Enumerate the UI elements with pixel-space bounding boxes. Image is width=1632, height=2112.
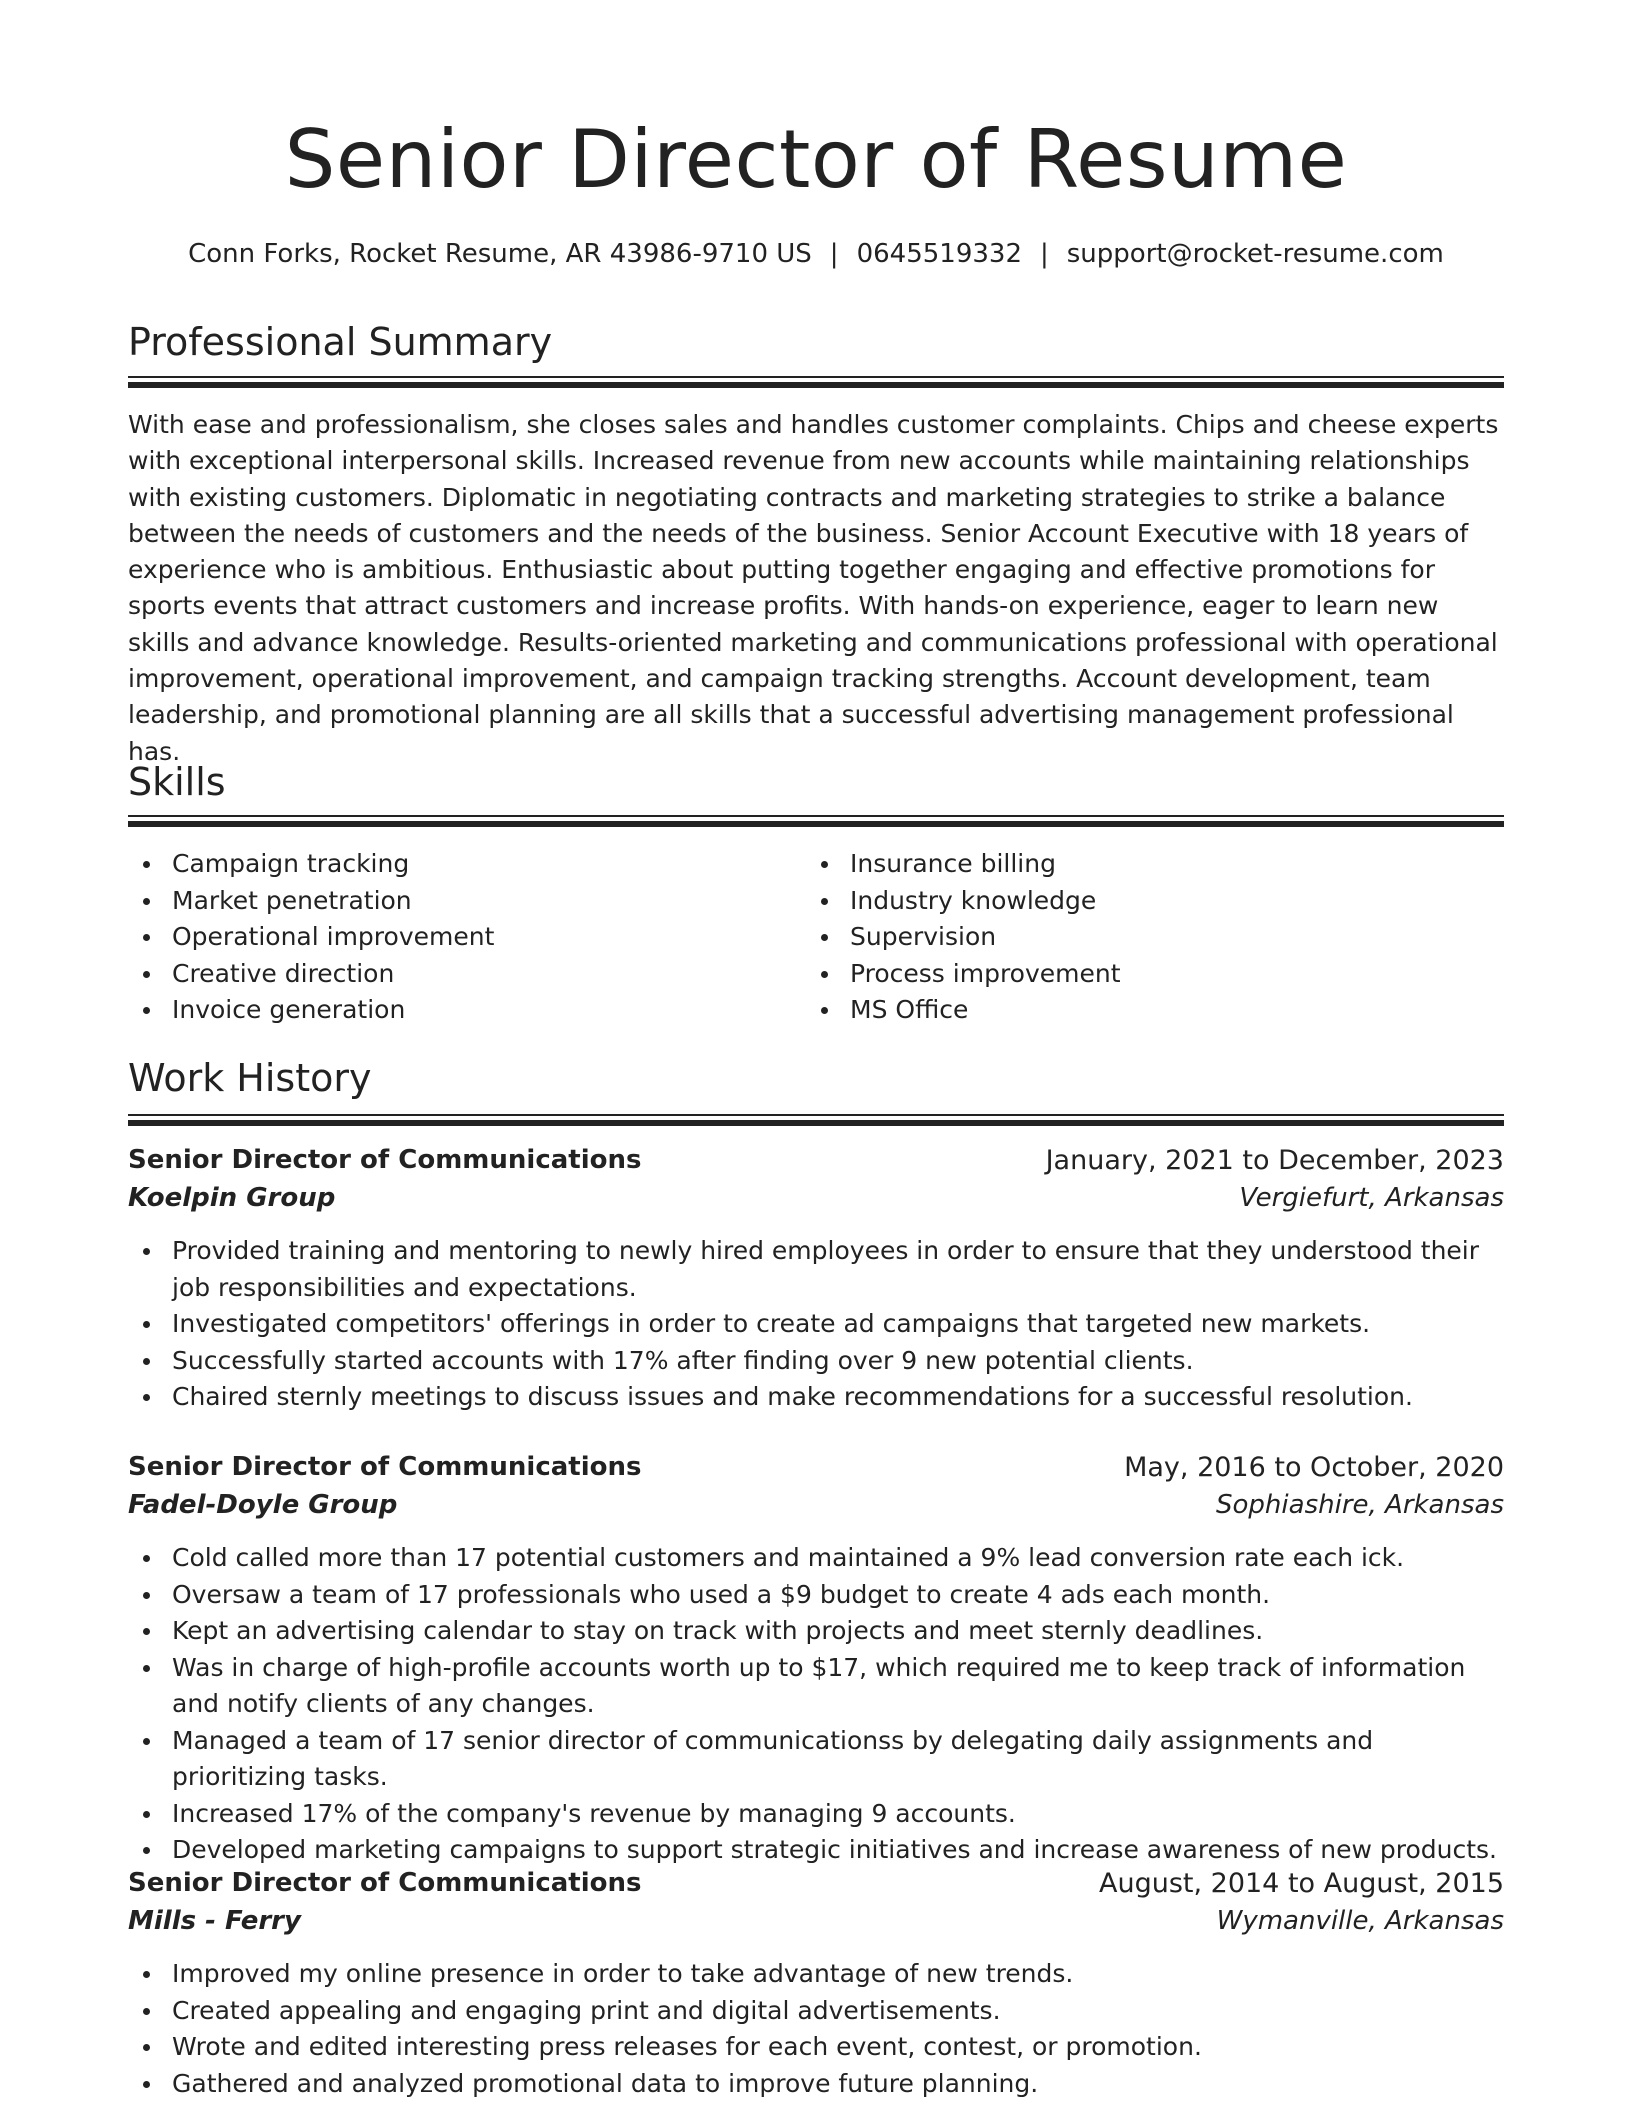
job-bullet: Kept an advertising calendar to stay on track with projects and meet sternly deadlines.: [128, 1613, 1504, 1650]
job-bullet: Was in charge of high-profile accounts worth up to $17, which required me to keep track of information and notify clients of any changes.: [128, 1650, 1504, 1723]
job-bullet: Oversaw a team of 17 professionals who used a $9 budget to create 4 ads each month.: [128, 1577, 1504, 1614]
job-title: Senior Director of Communications: [128, 1452, 642, 1482]
job-dates: August, 2014 to August, 2015: [1099, 1868, 1504, 1899]
job-bullets: [128, 1540, 1504, 1869]
job-bullet: Successfully started accounts with 17% after finding over 9 new potential clients.: [128, 1343, 1504, 1380]
summary-text: With ease and professionalism, she closes sales and handles customer complaints. Chips and cheese experts with exceptional interpersonal skills. Increased revenue from new accounts while maintaining relationships with existing customers. Diplomatic in negotiating contracts and marketing strategies to strike a balance between the needs of customers and the needs of the business. Senior Account Executive with 18 years of experience who is ambitious. Enthusiastic about putting together engaging and effective promotions for sports events that attract customers and increase profits. With hands-on experience, eager to learn new skills and advance knowledge. Results-oriented marketing and communications professional with operational improvement, operational improvement, and campaign tracking strengths. Account development, team leadership, and promotional planning are all skills that a successful advertising management professional has.: [128, 410, 1499, 766]
job-bullet: Chaired sternly meetings to discuss issues and make recommendations for a successful resolution.: [128, 1379, 1504, 1416]
skills-list-right: [806, 846, 1446, 1029]
job-bullet: Increased 17% of the company's revenue by managing 9 accounts.: [128, 1796, 1504, 1833]
section-divider: [128, 1114, 1504, 1116]
skill-item: MS Office: [806, 992, 1446, 1029]
job-entry: [128, 1452, 1504, 1869]
job-title: Senior Director of Communications: [128, 1145, 642, 1175]
job-company: Mills - Ferry: [128, 1906, 301, 1936]
section-divider: [128, 815, 1504, 817]
skill-item: Operational improvement: [128, 919, 768, 956]
contact-line: [0, 239, 1632, 269]
skills-list-left: [128, 846, 768, 1029]
skill-item: Industry knowledge: [806, 883, 1446, 920]
summary-heading: Professional Summary: [128, 320, 553, 364]
job-bullet: Provided training and mentoring to newly hired employees in order to ensure that they understood their job responsibilities and expectations.: [128, 1233, 1504, 1306]
job-company: Koelpin Group: [128, 1183, 336, 1213]
skill-item: Invoice generation: [128, 992, 768, 1029]
job-bullet: Wrote and edited interesting press releases for each event, contest, or promotion.: [128, 2029, 1504, 2066]
job-bullets: [128, 1233, 1504, 1416]
contact-separator: |: [829, 239, 839, 269]
job-bullet: Created appealing and engaging print and digital advertisements.: [128, 1993, 1504, 2030]
skills-section-header: [128, 760, 1504, 804]
work-section-header: [128, 1056, 1504, 1100]
skill-item: Process improvement: [806, 956, 1446, 993]
job-bullets: [128, 1956, 1504, 2102]
resume-title: Senior Director of Resume: [284, 113, 1348, 206]
job-company: Fadel-Doyle Group: [128, 1490, 398, 1520]
job-location: Wymanville, Arkansas: [1216, 1906, 1504, 1936]
job-bullet: Investigated competitors' offerings in order to create ad campaigns that targeted new markets.: [128, 1306, 1504, 1343]
contact-email: support@rocket-resume.com: [1066, 239, 1444, 269]
summary-section-header: [128, 320, 1504, 364]
section-divider: [128, 382, 1504, 388]
contact-phone: 0645519332: [856, 239, 1022, 269]
job-location: Sophiashire, Arkansas: [1216, 1490, 1504, 1520]
job-bullet: Improved my online presence in order to take advantage of new trends.: [128, 1956, 1504, 1993]
skill-item: Supervision: [806, 919, 1446, 956]
skill-item: Insurance billing: [806, 846, 1446, 883]
job-bullet: Gathered and analyzed promotional data to improve future planning.: [128, 2066, 1504, 2103]
skill-item: Campaign tracking: [128, 846, 768, 883]
job-bullet: Developed marketing campaigns to support strategic initiatives and increase awareness of new products.: [128, 1832, 1504, 1869]
section-divider: [128, 821, 1504, 827]
job-dates: January, 2021 to December, 2023: [1045, 1145, 1504, 1176]
job-title: Senior Director of Communications: [128, 1868, 642, 1898]
section-divider: [128, 376, 1504, 378]
job-entry: [128, 1145, 1504, 1416]
work-heading: Work History: [128, 1056, 372, 1100]
skills-heading: Skills: [128, 760, 226, 804]
job-bullet: Managed a team of 17 senior director of communicationss by delegating daily assignments and prioritizing tasks.: [128, 1723, 1504, 1796]
job-dates: May, 2016 to October, 2020: [1124, 1452, 1504, 1483]
contact-address: Conn Forks, Rocket Resume, AR 43986-9710 US: [188, 239, 812, 269]
skill-item: Creative direction: [128, 956, 768, 993]
skill-item: Market penetration: [128, 883, 768, 920]
job-location: Vergiefurt, Arkansas: [1239, 1183, 1504, 1213]
job-entry: [128, 1868, 1504, 2102]
contact-separator: |: [1039, 239, 1049, 269]
job-bullet: Cold called more than 17 potential customers and maintained a 9% lead conversion rate each ick.: [128, 1540, 1504, 1577]
section-divider: [128, 1120, 1504, 1126]
